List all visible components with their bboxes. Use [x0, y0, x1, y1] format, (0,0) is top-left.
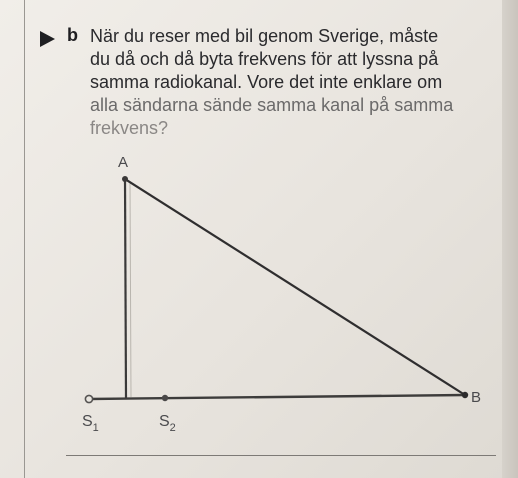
answer-line [66, 455, 496, 456]
side-a-vertical-shadow [130, 183, 131, 397]
task-line-5: frekvens? [90, 118, 169, 138]
point-b [462, 392, 468, 398]
label-s1-sub: 1 [92, 422, 99, 434]
side-a-vertical [125, 179, 126, 399]
label-s2-main: S [159, 413, 170, 430]
point-a [122, 176, 128, 182]
task-line-3: samma radiokanal. Vore det inte enklare om [90, 72, 443, 92]
label-s1 [82, 413, 99, 434]
label-s2-sub: 2 [169, 422, 176, 434]
label-a: A [118, 154, 129, 171]
label-b: B [471, 389, 482, 406]
point-s2 [162, 395, 168, 401]
task-letter: b [67, 25, 78, 45]
label-s2 [159, 413, 176, 434]
task-line-1: När du reser med bil genom Sverige, måste [90, 26, 439, 46]
base-line [89, 395, 465, 399]
label-s1-main: S [82, 413, 93, 430]
side-a-b [125, 179, 465, 395]
task-line-2: du då och då byta frekvens för att lyssna på [90, 49, 439, 69]
task-line-4: alla sändarna sände samma kanal på samma [90, 95, 454, 115]
point-s1 [85, 395, 92, 402]
